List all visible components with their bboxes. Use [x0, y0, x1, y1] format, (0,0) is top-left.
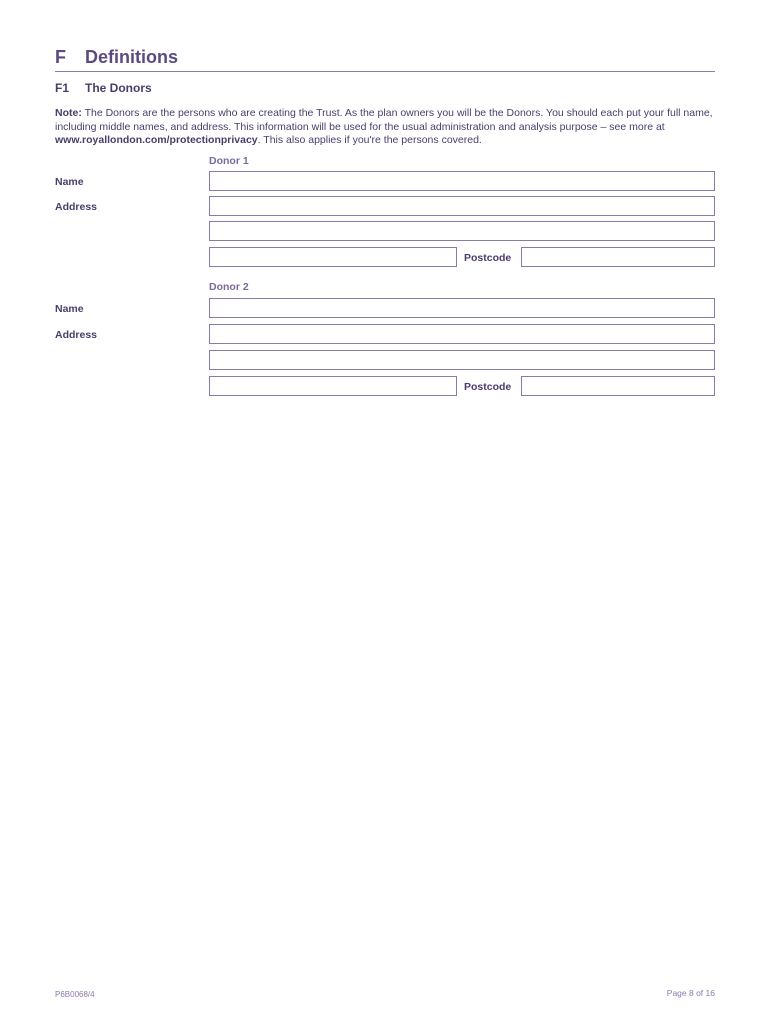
donor-1-name-label: Name	[55, 176, 84, 188]
donor-1-heading: Donor 1	[209, 155, 249, 167]
donor-1-address-line-3-field[interactable]	[209, 247, 457, 267]
donor-1-address-line-2-field[interactable]	[209, 221, 715, 241]
donor-2-address-label: Address	[55, 329, 98, 341]
note-paragraph	[55, 107, 717, 148]
donor-1-address-line-1-field[interactable]	[209, 196, 715, 216]
note-text-end: . This also applies if you're the persons covered.	[257, 134, 482, 146]
donor-2-name-label: Name	[55, 303, 84, 315]
donor-2-postcode-field[interactable]	[521, 376, 715, 396]
donor-1-postcode-field[interactable]	[521, 247, 715, 267]
note-text: The Donors are the persons who are creating the Trust. As the plan owners you will be the Donors. You should each put your full name, including middle names, and address. This information will be used for the usual administration and analysis purpose – see more at	[55, 107, 713, 133]
donor-1-name-field[interactable]	[209, 171, 715, 191]
donor-2-address-line-1-field[interactable]	[209, 324, 715, 344]
donor-2-address-line-2-field[interactable]	[209, 350, 715, 370]
subsection-number: F1	[55, 81, 70, 95]
donor-2-heading: Donor 2	[209, 281, 249, 293]
page-number: Page 8 of 16	[666, 988, 715, 998]
section-divider	[55, 71, 715, 72]
donor-2-address-line-3-field[interactable]	[209, 376, 457, 396]
donor-1-address-label: Address	[55, 201, 98, 213]
subsection-title: The Donors	[85, 81, 152, 95]
note-label: Note:	[55, 107, 82, 119]
form-code: P6B0068/4	[55, 990, 95, 999]
donor-2-name-field[interactable]	[209, 298, 715, 318]
donor-1-postcode-label: Postcode	[464, 252, 512, 264]
privacy-link[interactable]: www.royallondon.com/protectionprivacy	[55, 134, 258, 146]
donor-2-postcode-label: Postcode	[464, 381, 512, 393]
section-title: Definitions	[85, 47, 178, 67]
section-letter: F	[55, 47, 66, 67]
